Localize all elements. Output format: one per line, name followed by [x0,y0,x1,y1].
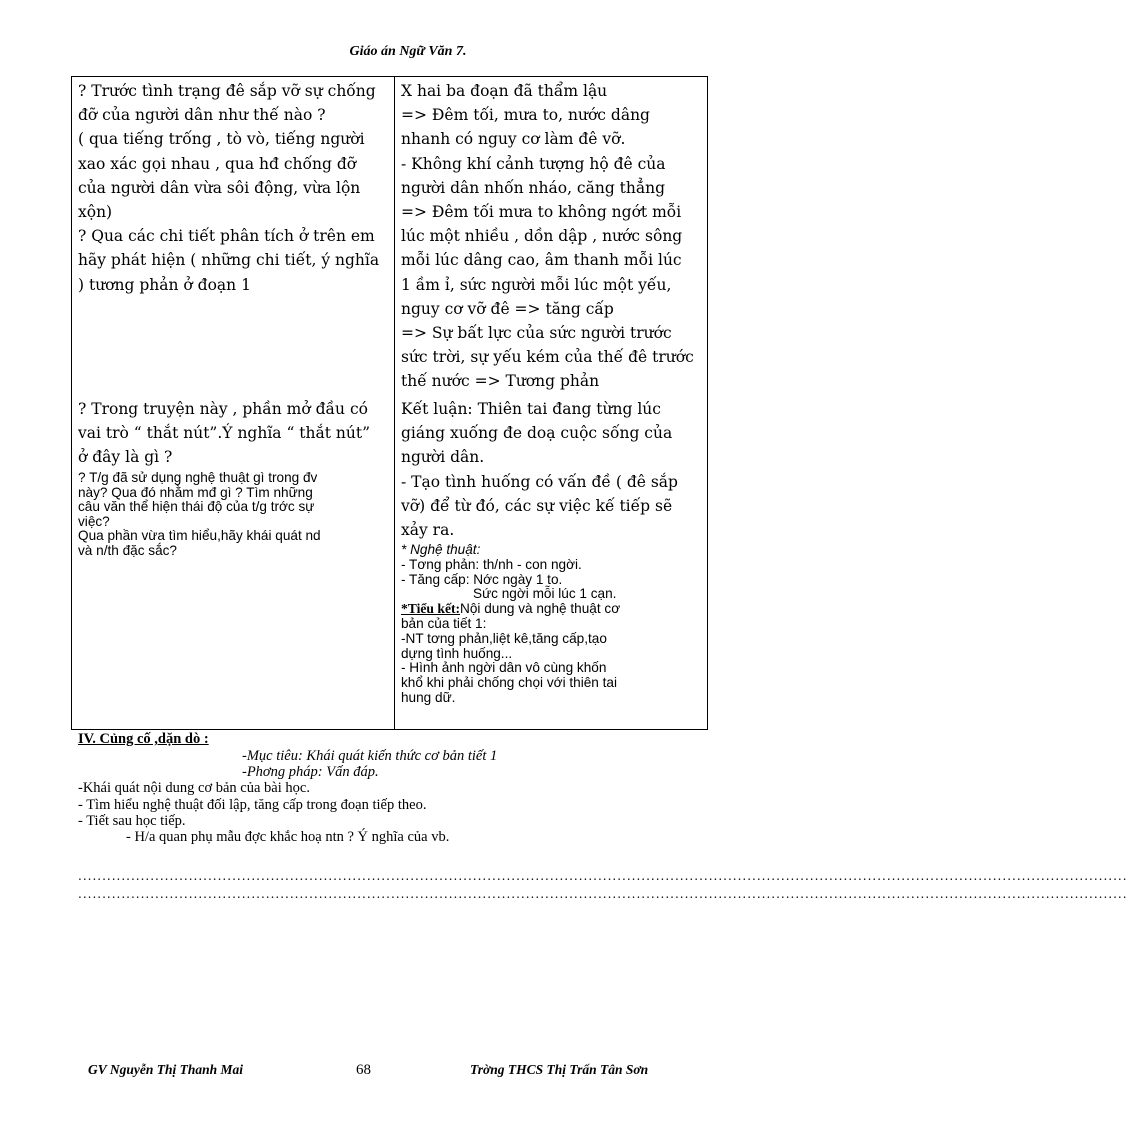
text-line: mỗi lúc dâng cao, âm thanh mỗi lúc [401,251,682,270]
text-line: nhanh có nguy cơ làm đê vỡ. [401,130,626,149]
column-divider [394,77,395,729]
left-top-cell [78,79,390,297]
text-line: thế nước => Tương phản [401,372,600,391]
text-line: Sức ngời mỗi lúc 1 cạn. [473,586,617,602]
lesson-table [71,76,708,730]
text-line: - Tìm hiểu nghệ thuật đối lập, tăng cấp trong đoạn tiếp theo. [78,796,427,813]
text-line: lúc một nhiều , dồn dập , nước sông [401,227,683,246]
text-line: - Tạo tình huống có vấn đề ( đê sắp [401,472,678,491]
dotted-line: .......................................................................................................................................................................................................................... [78,887,1128,901]
text-line: bản của tiết 1: [401,615,487,631]
footer-teacher: GV Nguyễn Thị Thanh Mai [88,1062,244,1077]
text-line: câu văn thể hiện thái độ của t/g trớc sự [78,499,315,515]
footer-school: Trờng THCS Thị Trấn Tân Sơn [470,1062,649,1077]
text-line: - Tơng phản: th/nh - con ngời. [401,556,582,572]
text-line: => Đêm tối, mưa to, nước dâng [401,106,650,125]
text-line: người dân. [401,448,485,467]
page-number: 68 [356,1062,371,1078]
text-line: ? Trong truyện này , phần mở đầu có [78,400,368,418]
text-line: - Không khí cảnh tượng hộ đê của [401,154,666,173]
text-line: ? Qua các chi tiết phân tích ở trên em [78,227,375,246]
text-line: và n/th đặc sắc? [78,542,177,558]
text-line: xộn) [78,203,113,222]
text-line: Kết luận: Thiên tai đang từng lúc [401,400,661,418]
summary-label: *Tiểu kết: [401,601,461,617]
text-line: - H/a quan phụ mẫu đợc khắc hoạ ntn ? Ý nghĩa của vb. [126,829,450,846]
right-top-cell [401,79,703,394]
text-line: - Hình ảnh ngời dân vô cùng khốn [401,660,607,676]
dotted-line: .......................................................................................................................................................................................................................... [78,869,1128,883]
text-line: dựng tình huống... [401,645,513,661]
text-line: vai trò “ thắt nút”.Ý nghĩa “ thắt nút” [78,424,371,443]
text-line: ? Trước tình trạng đê sắp vỡ sự chống [78,82,376,100]
text-line: ) tương phản ở đoạn 1 [78,275,251,294]
text-line: vỡ) để từ đó, các sự việc kế tiếp sẽ [401,496,673,515]
text-line: X hai ba đoạn đã thẩm lậu [401,82,608,100]
page-header: Giáo án Ngữ Văn 7. [349,44,467,59]
text-line: - Tăng cấp: Nớc ngày 1 to. [401,571,563,587]
goal-line: -Mục tiêu: Khái quát kiến thức cơ bản tiết 1 [242,748,498,764]
text-line: ở đây là gì ? [78,448,173,467]
section-body [78,748,497,845]
left-mid-cell [78,397,390,470]
right-bottom-cell [401,543,703,706]
text-line: Qua phần vừa tìm hiểu,hãy khái quát nd [78,528,321,544]
art-heading: * Nghệ thuật: [401,542,481,557]
text-line: nguy cơ vỡ đê => tăng cấp [401,299,614,318]
text-line: đỡ của người dân như thế nào ? [78,106,326,125]
left-bottom-cell [78,471,390,559]
text-line: này? Qua đó nhằm mđ gì ? Tìm những [78,484,313,500]
text-line: của người dân vừa sôi động, vừa lộn [78,178,361,197]
text-line: xao xác gọi nhau , qua hđ chống đỡ [78,154,357,173]
text-line: sức trời, sự yếu kém của thế đê trước [401,348,694,367]
text-line: hãy phát hiện ( những chi tiết, ý nghĩa [78,251,380,270]
text-line: giáng xuống đe doạ cuộc sống của [401,424,673,443]
text-line: người dân nhốn nháo, căng thẳng [401,178,666,197]
text-line: hung dữ. [401,689,456,705]
text-line: xảy ra. [401,521,455,540]
right-mid-cell [401,397,703,542]
text-line: việc? [78,513,110,529]
text-line: -Khái quát nội dung cơ bản của bài học. [78,780,310,797]
text-line: => Sự bất lực của sức người trước [401,324,672,343]
text-line: ( qua tiếng trống , tò vò, tiếng người [78,130,365,149]
method-line: -Phơng pháp: Vấn đáp. [242,764,379,781]
text-line: - Tiết sau học tiếp. [78,812,186,829]
text-line: => Đêm tối mưa to không ngớt mỗi [401,203,682,222]
summary-line [401,602,703,617]
text-line: khổ khi phải chống chọi với thiên tai [401,675,617,691]
text-line: ? T/g đã sử dụng nghệ thuật gì trong đv [78,470,318,485]
text-line: -NT tơng phản,liệt kê,tăng cấp,tạo [401,630,607,646]
text-line: 1 ầm ỉ, sức người mỗi lúc một yếu, [401,275,672,294]
summary-text: Nội dung và nghệ thuật cơ [460,601,621,617]
section-title: IV. Củng cố ,dặn dò : [78,731,209,747]
